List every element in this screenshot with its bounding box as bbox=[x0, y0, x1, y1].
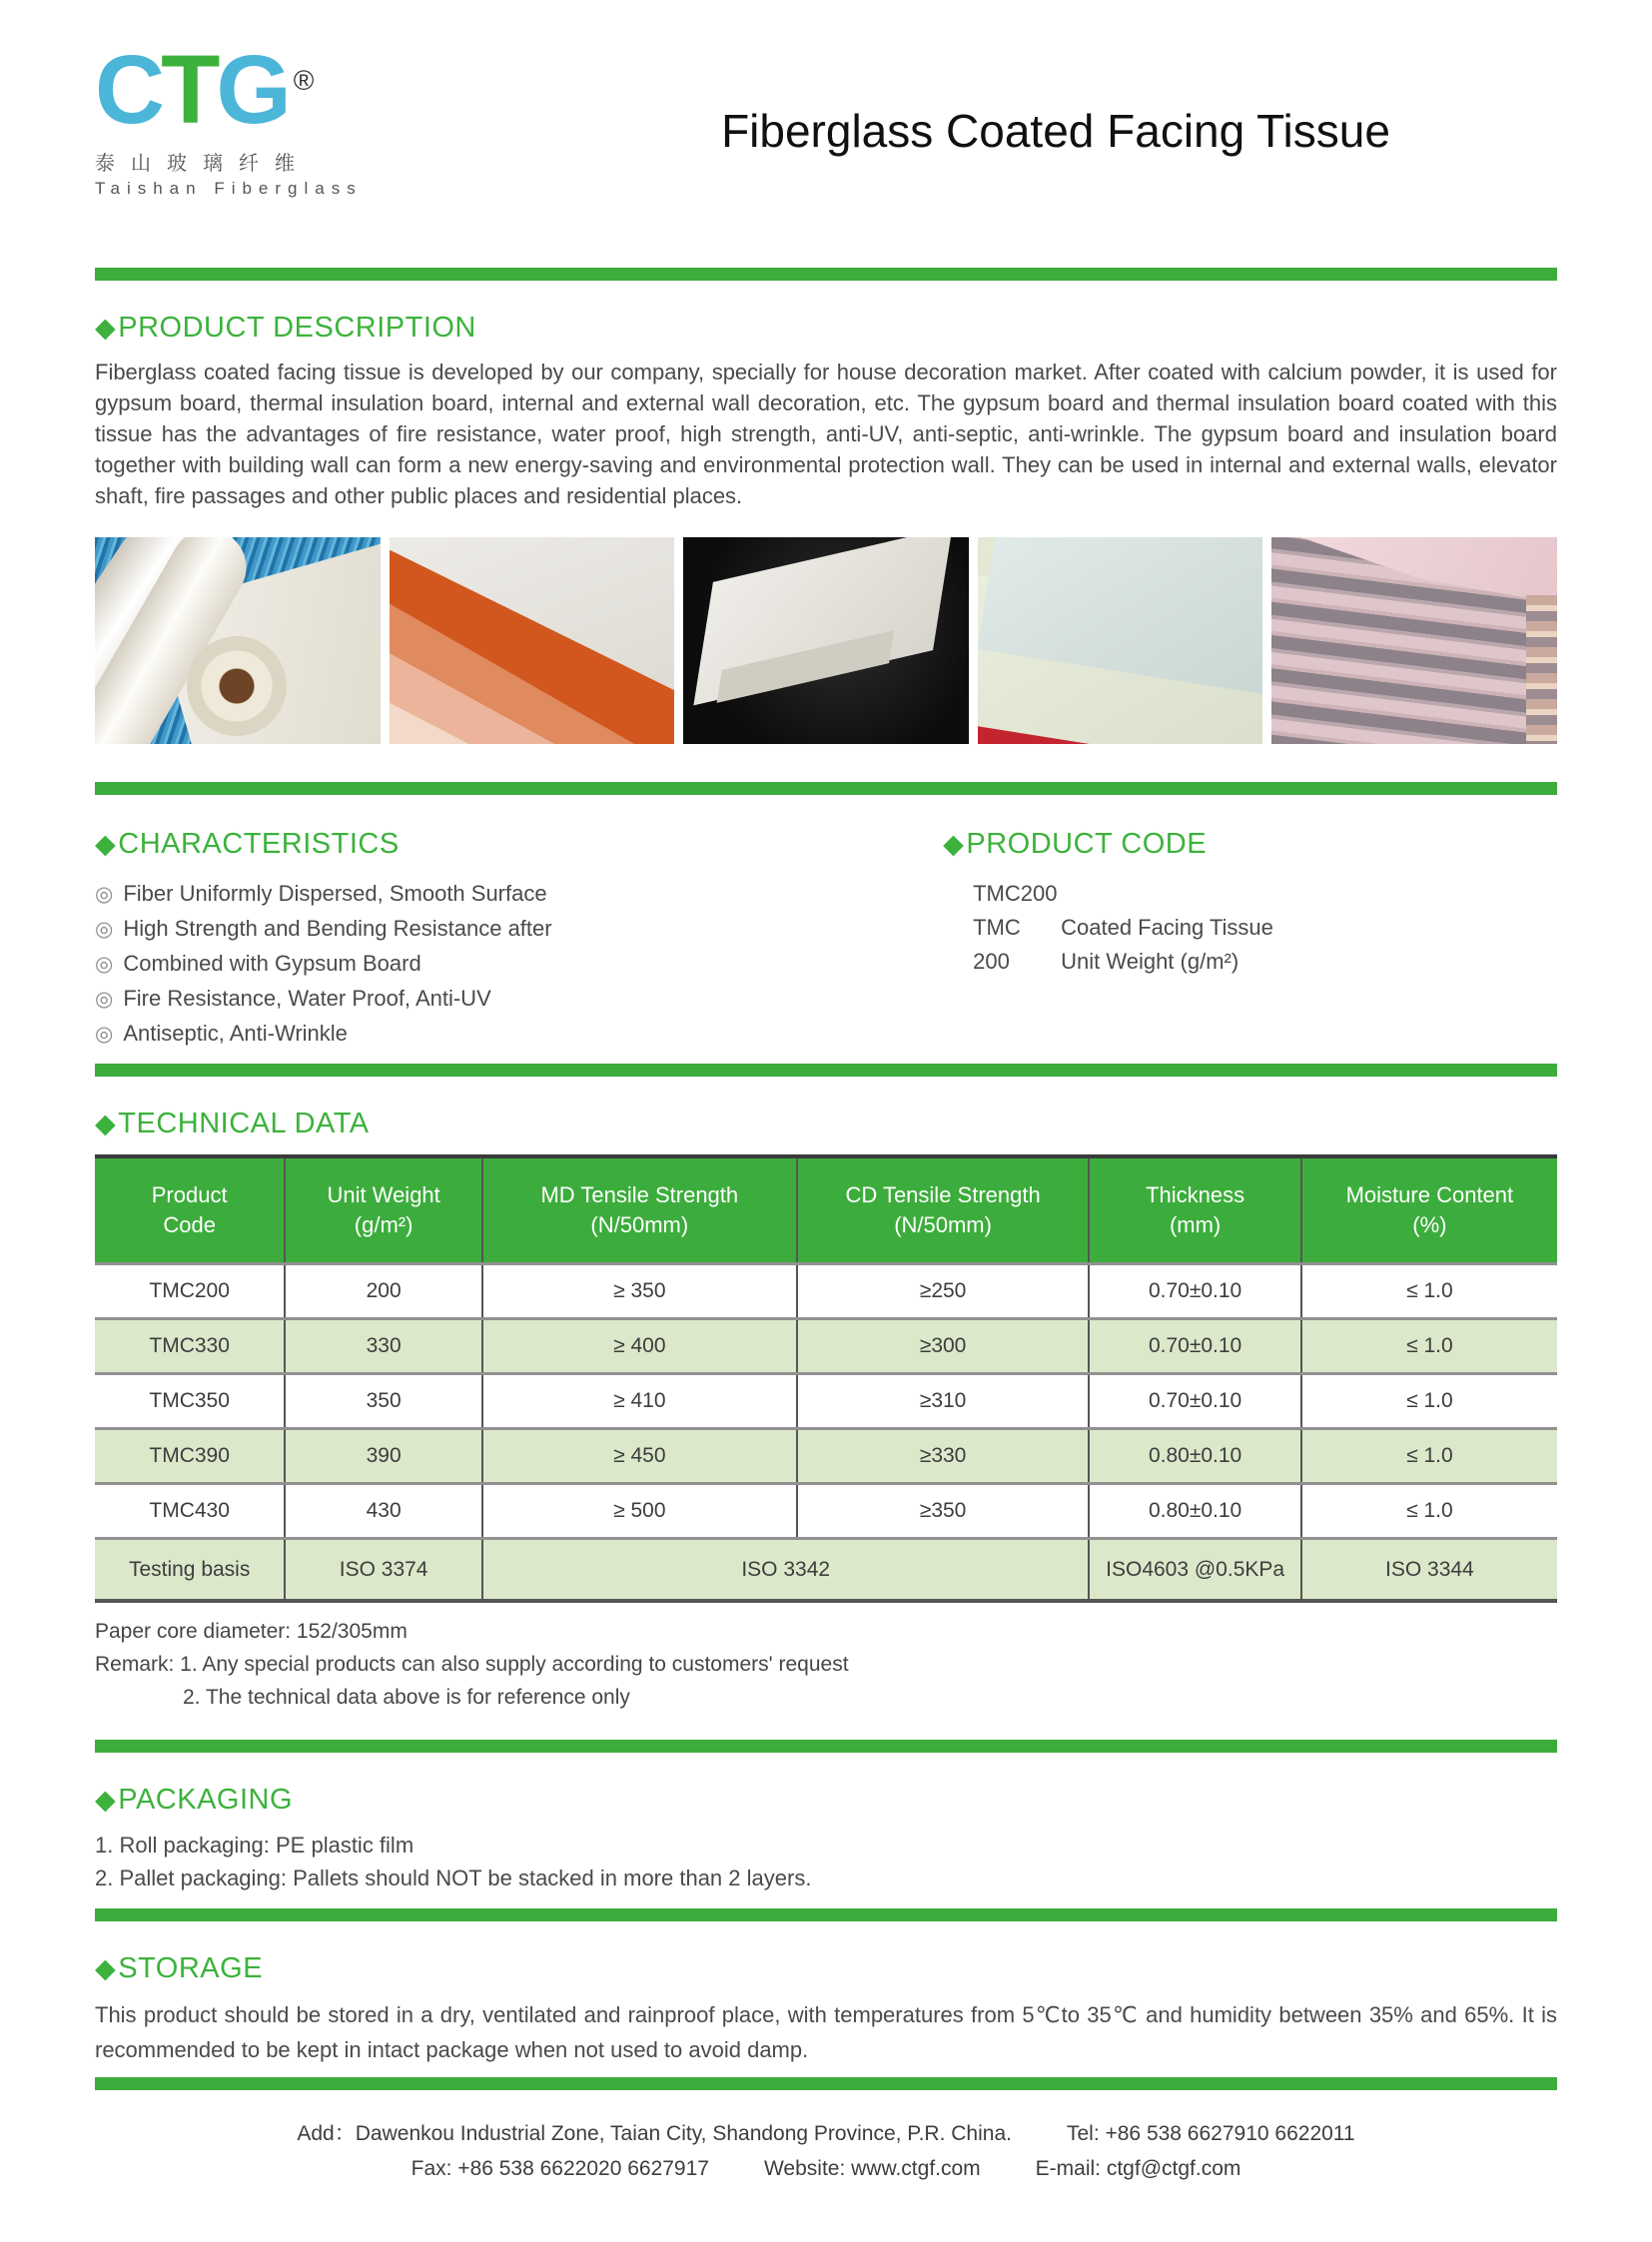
table-row bbox=[95, 1319, 1557, 1374]
testing-basis-row bbox=[95, 1539, 1557, 1602]
photo-board-stack bbox=[1271, 537, 1557, 744]
bullseye-bullet-icon: ◎ bbox=[95, 988, 114, 1011]
footer-line-2 bbox=[95, 2151, 1557, 2186]
heading-text: STORAGE bbox=[118, 1952, 264, 1984]
header-line: (N/50mm) bbox=[894, 1212, 992, 1237]
characteristic-text: Antiseptic, Anti-Wrinkle bbox=[123, 1021, 348, 1046]
table-cell: TMC200 bbox=[95, 1264, 285, 1319]
header-line: (mm) bbox=[1169, 1212, 1222, 1237]
code-value: TMC200 bbox=[973, 881, 1058, 906]
table-cell: 200 bbox=[285, 1264, 482, 1319]
diamond-icon: ◆ bbox=[95, 313, 117, 343]
product-photo-strip bbox=[95, 537, 1557, 744]
table-cell: ≥ 450 bbox=[482, 1429, 797, 1484]
section-divider-bar bbox=[95, 268, 1557, 281]
registered-trademark-icon: ® bbox=[293, 64, 315, 96]
table-cell: ≤ 1.0 bbox=[1301, 1484, 1557, 1539]
bullseye-bullet-icon: ◎ bbox=[95, 953, 114, 976]
diamond-icon: ◆ bbox=[95, 1953, 117, 1983]
characteristics-column bbox=[95, 797, 943, 1052]
list-item bbox=[95, 982, 943, 1017]
heading-text: PACKAGING bbox=[118, 1784, 294, 1816]
table-row bbox=[95, 1374, 1557, 1429]
table-cell: ≥300 bbox=[797, 1319, 1090, 1374]
header-line: (%) bbox=[1412, 1212, 1447, 1237]
code-row bbox=[973, 911, 1557, 945]
code-meaning: Coated Facing Tissue bbox=[1061, 915, 1273, 940]
header-line: CD Tensile Strength bbox=[845, 1182, 1041, 1207]
diamond-icon: ◆ bbox=[95, 829, 117, 859]
logo-letter-g: G bbox=[216, 35, 288, 144]
storage-heading bbox=[95, 1951, 1557, 1985]
table-cell: TMC390 bbox=[95, 1429, 285, 1484]
photo-coated-sheets-fan bbox=[390, 537, 675, 744]
note-line: Remark: 1. Any special products can also supply according to customers' request bbox=[95, 1653, 849, 1676]
diamond-icon: ◆ bbox=[95, 1109, 117, 1138]
stack-side-shape bbox=[1526, 595, 1557, 744]
logo-letter-c: C bbox=[95, 35, 162, 144]
list-item bbox=[95, 1017, 943, 1052]
table-cell: 0.70±0.10 bbox=[1089, 1264, 1300, 1319]
header-line: Thickness bbox=[1146, 1182, 1245, 1207]
list-item bbox=[95, 912, 943, 947]
table-cell: ≥ 350 bbox=[482, 1264, 797, 1319]
technical-data-heading bbox=[95, 1107, 1557, 1140]
table-cell: ≥ 500 bbox=[482, 1484, 797, 1539]
fax: Fax: +86 538 6622020 6627917 bbox=[411, 2157, 709, 2180]
table-cell: ISO 3374 bbox=[285, 1539, 482, 1602]
photo-tissue-rolls bbox=[95, 537, 381, 744]
table-cell: 0.70±0.10 bbox=[1089, 1374, 1300, 1429]
brand-logo bbox=[95, 35, 554, 199]
product-code-column bbox=[943, 797, 1557, 1052]
table-cell: Testing basis bbox=[95, 1539, 285, 1602]
website: Website: www.ctgf.com bbox=[763, 2157, 981, 2180]
ctg-logo bbox=[95, 35, 554, 144]
stack-top-surface-shape bbox=[1271, 537, 1557, 744]
section-divider-bar bbox=[95, 1908, 1557, 1921]
table-cell: ≥250 bbox=[797, 1264, 1090, 1319]
column-header bbox=[1089, 1156, 1300, 1264]
header bbox=[95, 35, 1557, 238]
address-label: Add： bbox=[297, 2122, 356, 2145]
column-header bbox=[285, 1156, 482, 1264]
product-code-lines bbox=[943, 877, 1557, 979]
product-description-body: Fiberglass coated facing tissue is developed by our company, specially for house decoration market. After coated with calcium powder, it is used for gypsum board, thermal insulation board, internal and external wall decoration, etc. The gypsum board and thermal insulation board coated with this tissue has the advantages of fire resistance, water proof, high strength, anti-UV, anti-septic, anti-wrinkle. The gypsum board and insulation board together with building wall can form a new energy-saving and environmental protection wall. They can be used in internal and external walls, elevator shaft, fire passages and other public places and residential places. bbox=[95, 360, 1557, 508]
column-header bbox=[1301, 1156, 1557, 1264]
table-cell: ≥350 bbox=[797, 1484, 1090, 1539]
table-cell: 430 bbox=[285, 1484, 482, 1539]
table-cell: ≤ 1.0 bbox=[1301, 1429, 1557, 1484]
list-item bbox=[95, 877, 943, 912]
brand-english-name: Taishan Fiberglass bbox=[95, 179, 363, 199]
bullseye-bullet-icon: ◎ bbox=[95, 883, 114, 906]
table-row bbox=[95, 1429, 1557, 1484]
packaging-list bbox=[95, 1829, 1557, 1894]
table-cell: 350 bbox=[285, 1374, 482, 1429]
note-line: 2. The technical data above is for reference only bbox=[183, 1686, 630, 1709]
table-cell: ≥ 410 bbox=[482, 1374, 797, 1429]
heading-text: TECHNICAL DATA bbox=[118, 1108, 370, 1139]
diamond-icon: ◆ bbox=[943, 829, 965, 859]
table-cell: 0.80±0.10 bbox=[1089, 1484, 1300, 1539]
address bbox=[297, 2116, 1012, 2151]
heading-text: PRODUCT CODE bbox=[966, 828, 1208, 860]
email: E-mail: ctgf@ctgf.com bbox=[1035, 2157, 1241, 2180]
column-header bbox=[95, 1156, 285, 1264]
packaging-item: 2. Pallet packaging: Pallets should NOT be stacked in more than 2 layers. bbox=[95, 1866, 812, 1890]
header-line: Moisture Content bbox=[1345, 1182, 1514, 1207]
table-cell: TMC430 bbox=[95, 1484, 285, 1539]
table-cell: 330 bbox=[285, 1319, 482, 1374]
column-header bbox=[797, 1156, 1090, 1264]
header-line: Product bbox=[151, 1182, 228, 1207]
section-divider-bar bbox=[95, 1740, 1557, 1753]
packaging-heading bbox=[95, 1783, 1557, 1817]
code-meaning: Unit Weight (g/m²) bbox=[1061, 949, 1239, 974]
column-header bbox=[482, 1156, 797, 1264]
logo-letter-t: T bbox=[161, 35, 217, 144]
table-cell: TMC350 bbox=[95, 1374, 285, 1429]
telephone: Tel: +86 538 6627910 6622011 bbox=[1066, 2122, 1355, 2145]
characteristics-and-code-section bbox=[95, 797, 1557, 1052]
characteristic-text: High Strength and Bending Resistance after bbox=[123, 916, 552, 941]
photo-gypsum-board-corner bbox=[683, 537, 969, 744]
footer bbox=[95, 2116, 1557, 2186]
note-line: Paper core diameter: 152/305mm bbox=[95, 1620, 408, 1643]
table-notes bbox=[95, 1615, 1557, 1714]
table-cell: 0.80±0.10 bbox=[1089, 1429, 1300, 1484]
table-cell: ≤ 1.0 bbox=[1301, 1319, 1557, 1374]
page-title: Fiberglass Coated Facing Tissue bbox=[721, 105, 1390, 157]
heading-text: CHARACTERISTICS bbox=[118, 828, 400, 860]
table-cell: ISO4603 @0.5KPa bbox=[1089, 1539, 1300, 1602]
list-item bbox=[95, 947, 943, 982]
table-row bbox=[95, 1484, 1557, 1539]
roll-core-shape bbox=[187, 636, 287, 736]
table-cell: ≤ 1.0 bbox=[1301, 1374, 1557, 1429]
table-cell: ISO 3342 bbox=[482, 1539, 1090, 1602]
code-value: 200 bbox=[973, 949, 1010, 974]
table-cell: ≥310 bbox=[797, 1374, 1090, 1429]
header-line: Unit Weight bbox=[327, 1182, 440, 1207]
section-divider-bar bbox=[95, 782, 1557, 795]
header-line: MD Tensile Strength bbox=[540, 1182, 739, 1207]
bullseye-bullet-icon: ◎ bbox=[95, 918, 114, 941]
characteristic-text: Fiber Uniformly Dispersed, Smooth Surface bbox=[123, 881, 547, 906]
technical-data-table bbox=[95, 1154, 1557, 1603]
table-cell: ISO 3344 bbox=[1301, 1539, 1557, 1602]
product-description-heading bbox=[95, 311, 1557, 345]
header-line: (N/50mm) bbox=[590, 1212, 689, 1237]
product-code-heading bbox=[943, 827, 1557, 861]
table-cell: TMC330 bbox=[95, 1319, 285, 1374]
table-cell: ≤ 1.0 bbox=[1301, 1264, 1557, 1319]
brand-chinese-name: 泰山玻璃纤维 bbox=[95, 153, 311, 176]
bullseye-bullet-icon: ◎ bbox=[95, 1023, 114, 1046]
table-cell: ≥ 400 bbox=[482, 1319, 797, 1374]
section-divider-bar bbox=[95, 1064, 1557, 1077]
code-row bbox=[973, 945, 1557, 979]
characteristics-heading bbox=[95, 827, 943, 861]
header-line: (g/m²) bbox=[354, 1212, 413, 1237]
photo-ceiling-boards bbox=[978, 537, 1263, 744]
characteristic-text: Fire Resistance, Water Proof, Anti-UV bbox=[123, 986, 491, 1011]
table-row bbox=[95, 1264, 1557, 1319]
table-cell: 390 bbox=[285, 1429, 482, 1484]
section-divider-bar bbox=[95, 2077, 1557, 2090]
code-row bbox=[973, 877, 1557, 911]
heading-text: PRODUCT DESCRIPTION bbox=[118, 312, 476, 344]
packaging-item: 1. Roll packaging: PE plastic film bbox=[95, 1833, 414, 1858]
footer-line-1 bbox=[95, 2116, 1557, 2151]
table-cell: 0.70±0.10 bbox=[1089, 1319, 1300, 1374]
address-value: Dawenkou Industrial Zone, Taian City, Shandong Province, P.R. China. bbox=[355, 2122, 1012, 2145]
table-cell: ≥330 bbox=[797, 1429, 1090, 1484]
storage-body: This product should be stored in a dry, ventilated and rainproof place, with temperatures from 5℃to 35℃ and humidity between 35% and 65%. It is recommended to be kept in intact package when not used to avoid damp. bbox=[95, 2002, 1557, 2062]
diamond-icon: ◆ bbox=[95, 1785, 117, 1815]
characteristic-text: Combined with Gypsum Board bbox=[123, 951, 421, 976]
table-header-row bbox=[95, 1156, 1557, 1264]
code-value: TMC bbox=[973, 915, 1021, 940]
characteristics-list bbox=[95, 877, 943, 1052]
header-line: Code bbox=[163, 1212, 216, 1237]
